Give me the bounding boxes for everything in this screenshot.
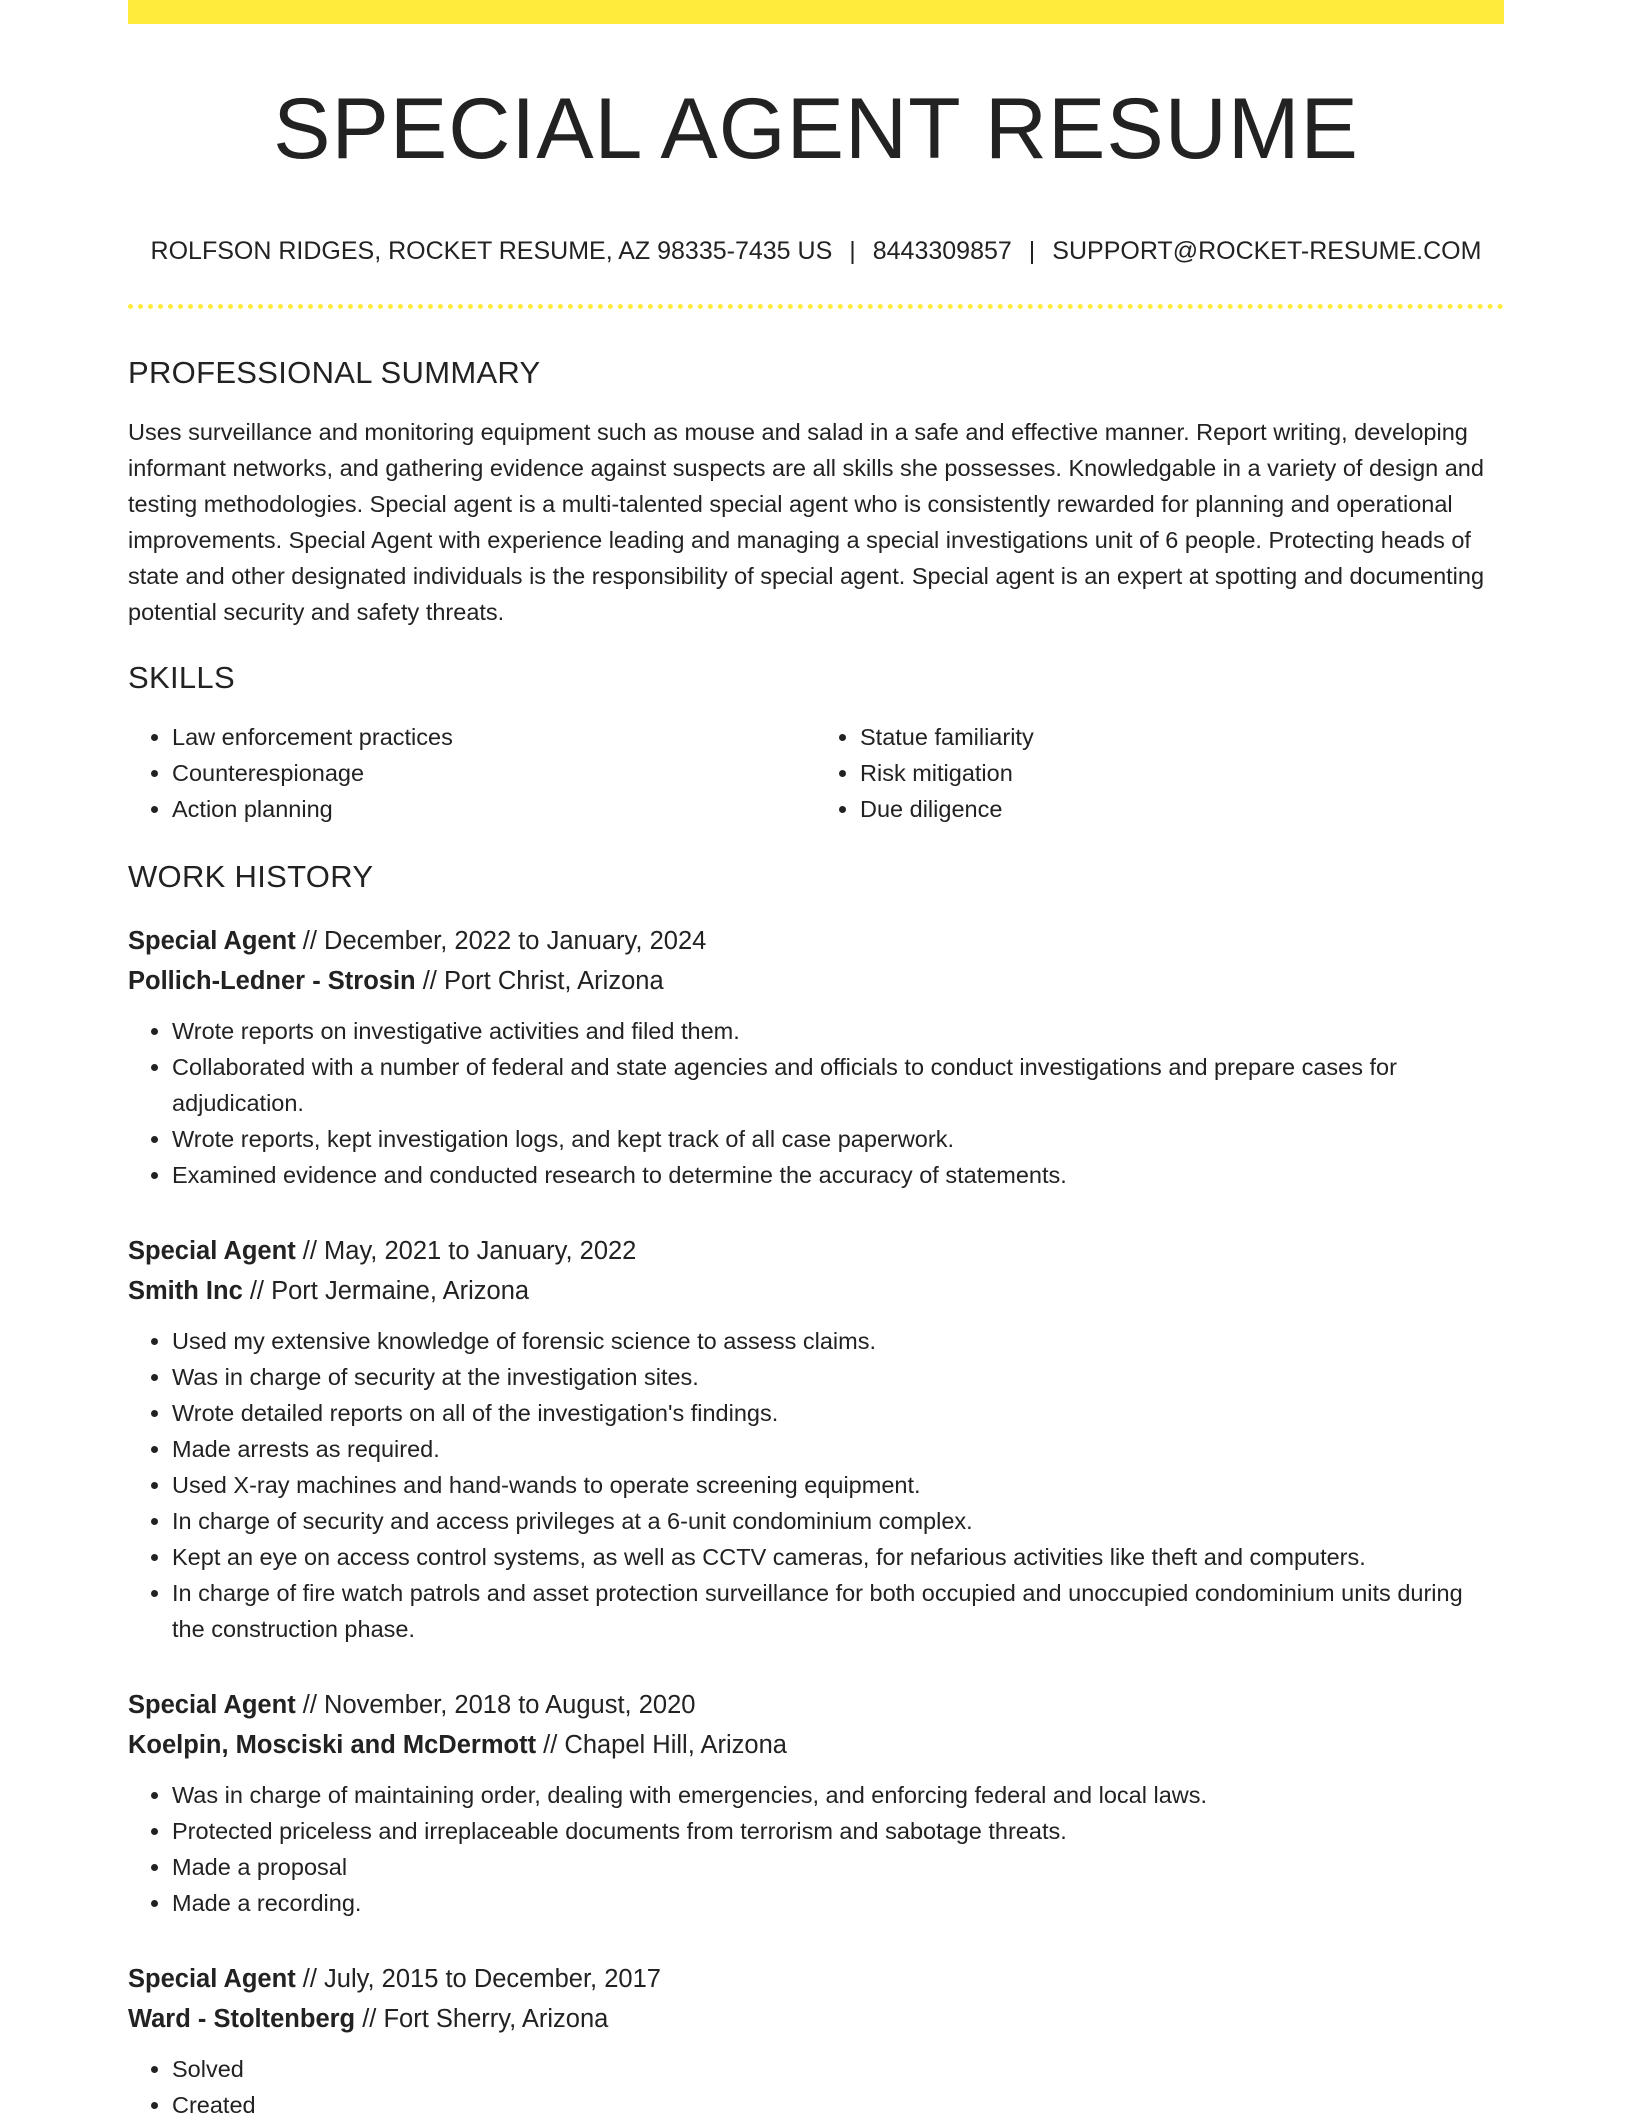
job-bullet: • Used my extensive knowledge of forensic science to assess claims. <box>172 1323 1504 1359</box>
job-bullet: • Made a proposal <box>172 1849 1504 1885</box>
job-bullet: • Wrote reports on investigative activities and filed them. <box>172 1013 1504 1049</box>
job-company: Smith Inc <box>128 1277 243 1305</box>
contact-email: SUPPORT@ROCKET-RESUME.COM <box>1052 237 1482 265</box>
work-history-heading: WORK HISTORY <box>128 859 374 894</box>
job-location: // Port Christ, Arizona <box>415 967 664 995</box>
skills-column-right <box>816 719 1504 827</box>
contact-separator: | <box>1028 237 1036 265</box>
contact-phone: 8443309857 <box>872 237 1012 265</box>
job-title: Special Agent <box>128 1691 296 1719</box>
job-location: // Fort Sherry, Arizona <box>355 2005 609 2033</box>
job-entry <box>128 921 1504 1193</box>
job-company: Pollich-Ledner - Strosin <box>128 967 416 995</box>
job-bullet: • Collaborated with a number of federal and state agencies and officials to conduct investigations and prepare cases for adjudication. <box>172 1049 1504 1121</box>
contact-address: ROLFSON RIDGES, ROCKET RESUME, AZ 98335-7435 US <box>150 237 833 265</box>
job-bullet: • Made arrests as required. <box>172 1431 1504 1467</box>
job-location: // Chapel Hill, Arizona <box>536 1731 787 1759</box>
dotted-divider <box>128 304 1504 309</box>
skill-item: • Risk mitigation <box>860 755 1504 791</box>
skill-item: • Law enforcement practices <box>172 719 816 755</box>
job-bullet: • Used X-ray machines and hand-wands to operate screening equipment. <box>172 1467 1504 1503</box>
job-entry <box>128 1959 1504 2123</box>
job-bullet: • Wrote reports, kept investigation logs, and kept track of all case paperwork. <box>172 1121 1504 1157</box>
job-bullet: • Examined evidence and conducted research to determine the accuracy of statements. <box>172 1157 1504 1193</box>
job-location: // Port Jermaine, Arizona <box>242 1277 530 1305</box>
job-bullet-list <box>128 1013 1504 1193</box>
job-bullet-list <box>128 1777 1504 1921</box>
job-company-line <box>128 1725 1504 1765</box>
job-bullet: • Created <box>172 2087 1504 2123</box>
summary-text: Uses surveillance and monitoring equipment such as mouse and salad in a safe and effective manner. Report writing, developing informant networks, and gathering evidence against suspects are all skills she possesses. Knowledgable in a variety of design and testing methodologies. Special agent is a multi-talented special agent who is consistently rewarded for planning and operational improvements. Special Agent with experience leading and managing a special investigations unit of 6 people. Protecting heads of state and other designated individuals is the responsibility of special agent. Special agent is an expert at spotting and documenting potential security and safety threats. <box>128 419 1485 625</box>
contact-line <box>128 239 1504 264</box>
job-dates: // May, 2021 to January, 2022 <box>295 1237 637 1265</box>
skills-column-left <box>128 719 816 827</box>
job-company-line <box>128 1999 1504 2039</box>
skills-list <box>128 719 1504 827</box>
resume-page <box>128 0 1504 2123</box>
job-title-line <box>128 1685 1504 1725</box>
job-bullet: • Protected priceless and irreplaceable documents from terrorism and sabotage threats. <box>172 1813 1504 1849</box>
skills-heading: SKILLS <box>128 660 235 695</box>
skill-item: • Statue familiarity <box>860 719 1504 755</box>
job-title: Special Agent <box>128 1965 296 1993</box>
job-bullet: • In charge of fire watch patrols and asset protection surveillance for both occupied and unoccupied condominium units during the construction phase. <box>172 1575 1504 1647</box>
job-title-line <box>128 1231 1504 1271</box>
job-entry <box>128 1231 1504 1647</box>
job-company: Ward - Stoltenberg <box>128 2005 356 2033</box>
job-bullet-list <box>128 1323 1504 1647</box>
job-dates: // November, 2018 to August, 2020 <box>295 1691 696 1719</box>
job-company: Koelpin, Mosciski and McDermott <box>128 1731 537 1759</box>
job-title: Special Agent <box>128 1237 296 1265</box>
skill-item: • Due diligence <box>860 791 1504 827</box>
job-title: Special Agent <box>128 927 296 955</box>
skill-item: • Counterespionage <box>172 755 816 791</box>
top-accent-bar <box>128 0 1504 24</box>
job-bullet: • Was in charge of security at the investigation sites. <box>172 1359 1504 1395</box>
contact-separator: | <box>849 237 856 265</box>
job-dates: // December, 2022 to January, 2024 <box>295 927 707 955</box>
job-bullet: • Made a recording. <box>172 1885 1504 1921</box>
job-company-line <box>128 961 1504 1001</box>
summary-heading: PROFESSIONAL SUMMARY <box>128 355 541 390</box>
page-title: SPECIAL AGENT RESUME <box>273 81 1359 177</box>
skill-item: • Action planning <box>172 791 816 827</box>
job-company-line <box>128 1271 1504 1311</box>
job-title-line <box>128 1959 1504 1999</box>
job-bullet: • Solved <box>172 2051 1504 2087</box>
job-bullet: • Kept an eye on access control systems, as well as CCTV cameras, for nefarious activities like theft and computers. <box>172 1539 1504 1575</box>
job-dates: // July, 2015 to December, 2017 <box>295 1965 661 1993</box>
job-bullet: • Wrote detailed reports on all of the investigation's findings. <box>172 1395 1504 1431</box>
job-bullet-list <box>128 2051 1504 2123</box>
job-title-line <box>128 921 1504 961</box>
job-bullet: • In charge of security and access privileges at a 6-unit condominium complex. <box>172 1503 1504 1539</box>
job-bullet: • Was in charge of maintaining order, dealing with emergencies, and enforcing federal and local laws. <box>172 1777 1504 1813</box>
job-entry <box>128 1685 1504 1921</box>
